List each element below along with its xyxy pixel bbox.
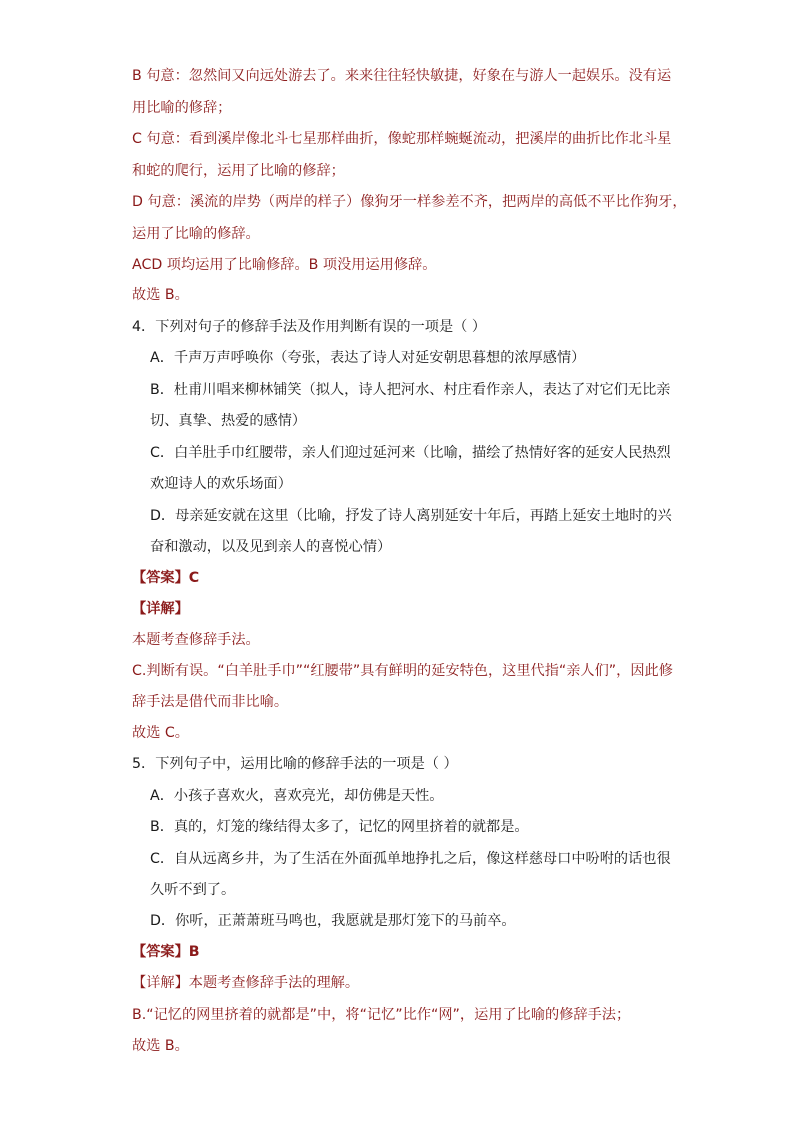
question-4-option-c: C．白羊肚手巾红腰带，亲人们迎过延河来（比喻，描绘了热情好客的延安人民热烈: [150, 445, 671, 461]
question-4-option-d: D．母亲延安就在这里（比喻，抒发了诗人离别延安十年后，再踏上延安土地时的兴: [150, 508, 672, 524]
explanation-4-line-1: 本题考查修辞手法。: [132, 632, 260, 648]
question-4-option-b: B．杜甫川唱来柳林铺笑（拟人，诗人把河水、村庄看作亲人，表达了对它们无比亲: [150, 382, 671, 398]
question-5-option-d: D．你听，正萧萧班马鸣也，我愿就是那灯笼下的马前卒。: [150, 913, 516, 929]
question-4-option-a: A．千声万声呼唤你（夸张，表达了诗人对延安朝思暮想的浓厚感情）: [150, 350, 586, 366]
explanation-4-label: 【详解】: [132, 601, 189, 617]
explanation-4-line-2: C.判断有误。“白羊肚手巾”“红腰带”具有鲜明的延安特色，这里代指“亲人们”，因此修: [132, 663, 673, 679]
explanation-5-line-3: 故选 B。: [132, 1038, 189, 1054]
text-line-4: 和蛇的爬行，运用了比喻的修辞；: [132, 163, 345, 179]
explanation-5-line-2: B.“记忆的网里挤着的就都是”中，将“记忆”比作“网”，运用了比喻的修辞手法；: [132, 1007, 631, 1023]
question-5-option-c-cont: 久听不到了。: [150, 882, 236, 898]
question-4-option-c-cont: 欢迎诗人的欢乐场面）: [150, 476, 292, 492]
explanation-4-line-3: 辞手法是借代而非比喻。: [132, 694, 289, 710]
text-line-1: B 句意：忽然间又向远处游去了。来来往往轻快敏捷，好象在与游人一起娱乐。没有运: [132, 68, 672, 84]
explanation-5-line-1: 【详解】本题考查修辞手法的理解。: [132, 975, 360, 991]
text-line-8: 故选 B。: [132, 287, 189, 303]
answer-4: 【答案】C: [132, 570, 200, 586]
text-line-5: D 句意：溪流的岸势（两岸的样子）像狗牙一样参差不齐，把两岸的高低不平比作狗牙，: [132, 194, 687, 210]
question-5-option-c: C．自从远离乡井，为了生活在外面孤单地挣扎之后，像这样慈母口中吩咐的话也很: [150, 851, 671, 867]
answer-5: 【答案】B: [132, 944, 200, 960]
text-line-3: C 句意：看到溪岸像北斗七星那样曲折，像蛇那样蜿蜒流动，把溪岸的曲折比作北斗星: [132, 131, 672, 147]
text-line-2: 用比喻的修辞；: [132, 100, 232, 116]
question-4-option-b-cont: 切、真挚、热爱的感情）: [150, 413, 307, 429]
question-4-option-d-cont: 奋和激动，以及见到亲人的喜悦心情）: [150, 539, 392, 555]
question-5-title: 5．下列句子中，运用比喻的修辞手法的一项是（ ）: [132, 756, 458, 772]
text-line-6: 运用了比喻的修辞。: [132, 226, 260, 242]
text-line-7: ACD 项均运用了比喻修辞。B 项没用运用修辞。: [132, 257, 437, 273]
question-5-option-b: B．真的，灯笼的缘结得太多了，记忆的网里挤着的就都是。: [150, 819, 529, 835]
question-5-option-a: A．小孩子喜欢火，喜欢亮光，却仿佛是天性。: [150, 788, 444, 804]
question-4-title: 4．下列对句子的修辞手法及作用判断有误的一项是（ ）: [132, 319, 487, 335]
explanation-4-line-4: 故选 C。: [132, 725, 189, 741]
